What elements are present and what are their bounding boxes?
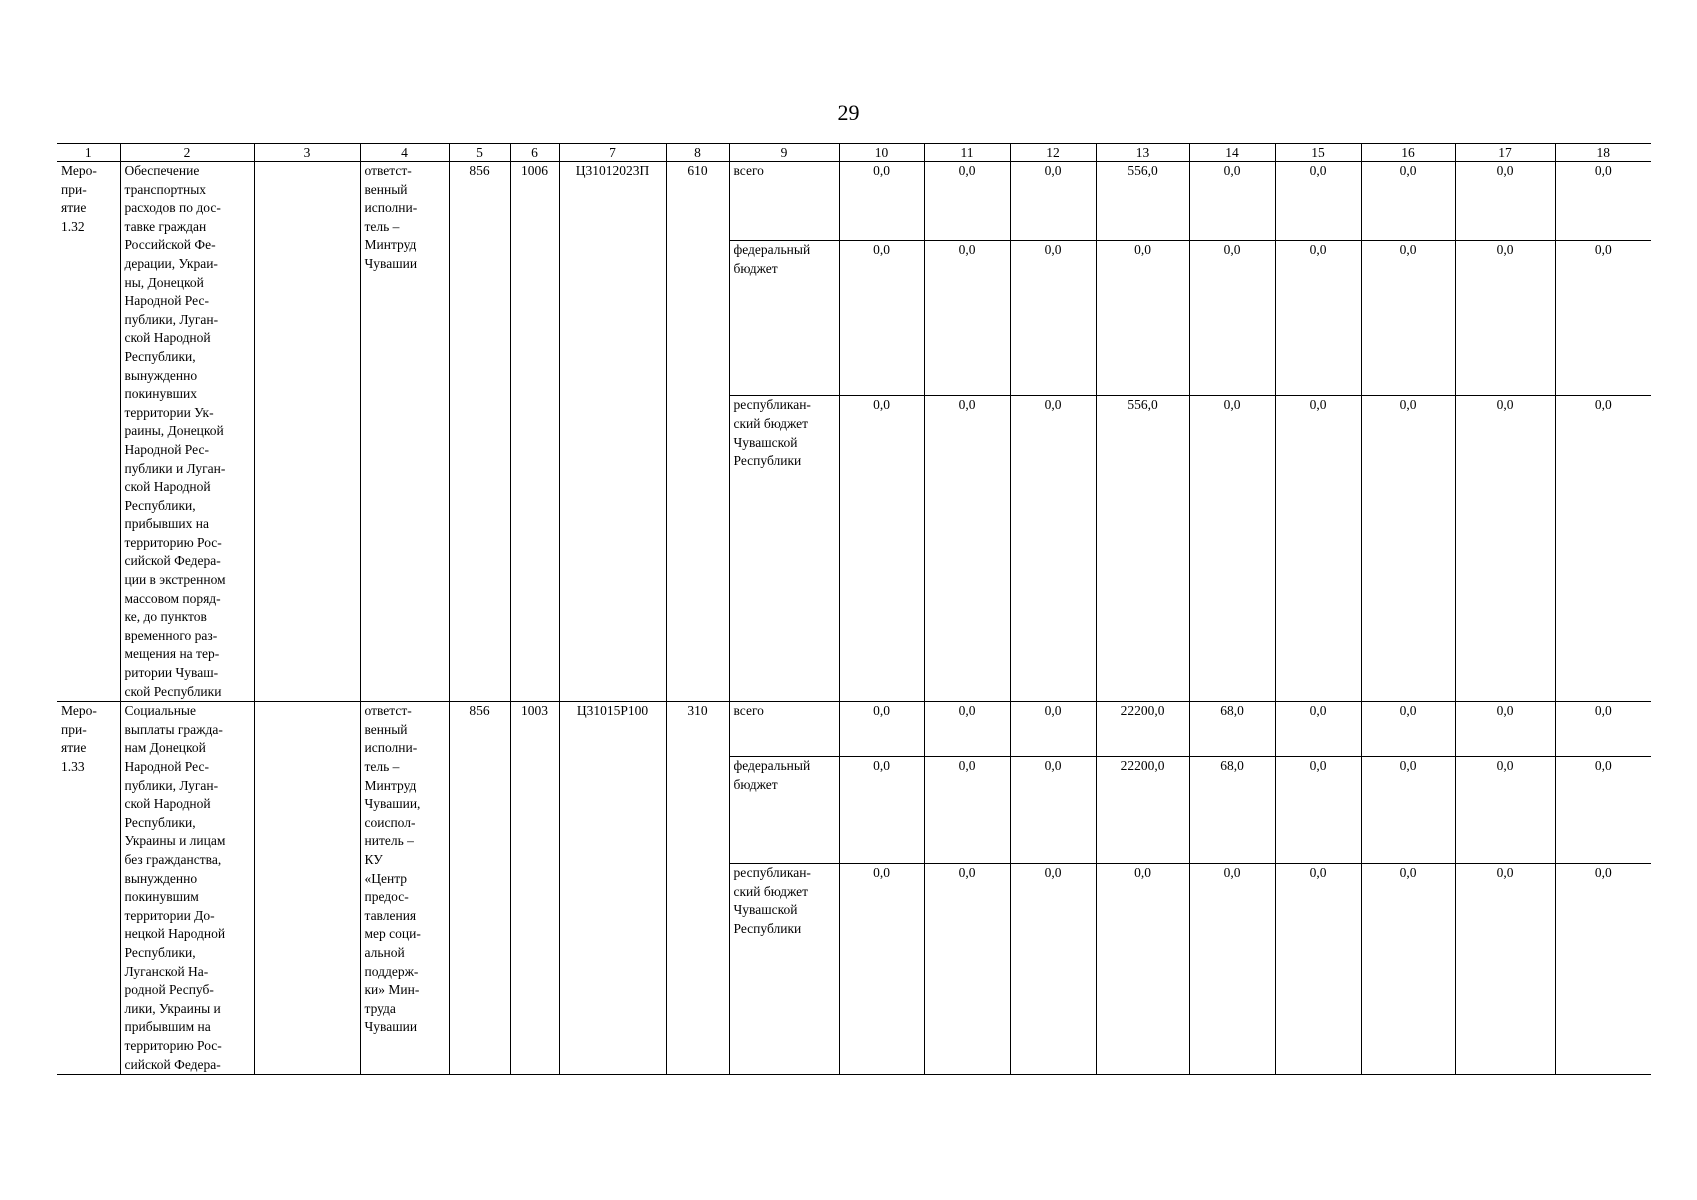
executor-line: тель – xyxy=(364,759,400,774)
column-number: 12 xyxy=(1010,144,1096,162)
activity-name-line: прибывших на xyxy=(124,516,209,532)
value-cell: 0,0 xyxy=(924,757,1010,864)
column-number: 3 xyxy=(254,144,360,162)
code-8-cell: 610 xyxy=(666,162,729,702)
activity-id-cell xyxy=(57,162,120,702)
value-cell: 0,0 xyxy=(924,864,1010,1075)
value-cell: 0,0 xyxy=(839,702,924,757)
code-8-cell: 310 xyxy=(666,702,729,1075)
value-cell: 0,0 xyxy=(1555,396,1651,702)
funding-source-line: всего xyxy=(733,703,764,719)
value-cell: 0,0 xyxy=(1096,241,1189,396)
value-cell: 0,0 xyxy=(1275,864,1361,1075)
funding-source-cell xyxy=(729,864,839,1075)
funding-source-line: ский бюджет xyxy=(733,416,809,431)
column-number: 13 xyxy=(1096,144,1189,162)
activity-id-line: Меро- xyxy=(61,703,97,719)
value-cell: 0,0 xyxy=(1010,864,1096,1075)
activity-name-line: ке, до пунктов xyxy=(124,609,207,625)
activity-name-line: расходов по дос- xyxy=(124,200,221,216)
column-3-cell xyxy=(254,162,360,702)
executor-cell xyxy=(360,162,449,702)
activity-name-line: тавке граждан xyxy=(124,218,207,234)
value-cell: 0,0 xyxy=(924,702,1010,757)
activity-name-line: Народной Рес- xyxy=(124,293,209,309)
activity-name-line: лики, Украины и xyxy=(124,1000,221,1016)
funding-source-cell xyxy=(729,757,839,864)
value-cell: 0,0 xyxy=(1189,241,1275,396)
funding-source-line: Чувашской xyxy=(733,902,798,918)
column-number: 5 xyxy=(449,144,510,162)
value-cell: 0,0 xyxy=(1010,162,1096,241)
value-cell: 0,0 xyxy=(1455,396,1555,702)
column-number: 2 xyxy=(120,144,254,162)
executor-line: исполни- xyxy=(364,740,418,756)
executor-line: Чувашии, xyxy=(364,796,421,812)
activity-name-line: выплаты гражда- xyxy=(124,721,223,737)
funding-source-line: ский бюджет xyxy=(733,883,809,899)
value-cell: 0,0 xyxy=(1361,162,1455,241)
funding-source-cell xyxy=(729,396,839,702)
code-6-cell: 1006 xyxy=(510,162,559,702)
executor-line: Чувашии xyxy=(364,1019,418,1035)
activity-name-line: Республики, xyxy=(124,348,196,364)
value-cell: 22200,0 xyxy=(1096,702,1189,757)
executor-line: «Центр xyxy=(364,870,408,886)
activity-name-line: публики, Луган- xyxy=(124,777,219,793)
value-cell: 22200,0 xyxy=(1096,757,1189,864)
value-cell: 0,0 xyxy=(1555,864,1651,1075)
activity-name-line: массовом поряд- xyxy=(124,590,221,606)
activity-name-line: ской Народной xyxy=(124,479,211,495)
activity-name-line: Республики, xyxy=(124,814,196,830)
value-cell: 0,0 xyxy=(1455,162,1555,241)
executor-line: мер соци- xyxy=(364,926,421,942)
funding-source-cell xyxy=(729,702,839,757)
value-cell: 0,0 xyxy=(1555,162,1651,241)
budget-table xyxy=(57,143,1651,1075)
activity-name-line: сийской Федера- xyxy=(124,553,221,569)
activity-name-line: раины, Донецкой xyxy=(124,423,224,439)
value-cell: 0,0 xyxy=(839,864,924,1075)
value-cell: 0,0 xyxy=(1555,241,1651,396)
funding-source-line: республикан- xyxy=(733,397,811,413)
activity-name-line: ской Народной xyxy=(124,330,211,346)
activity-name-line: Народной Рес- xyxy=(124,759,209,774)
value-cell: 0,0 xyxy=(1361,864,1455,1075)
activity-name-line: ской Народной xyxy=(124,796,211,812)
value-cell: 0,0 xyxy=(1361,757,1455,864)
column-number: 17 xyxy=(1455,144,1555,162)
executor-cell xyxy=(360,702,449,1075)
value-cell: 0,0 xyxy=(1010,757,1096,864)
activity-name-line: нам Донецкой xyxy=(124,740,206,756)
activity-name-line: мещения на тер- xyxy=(124,646,220,662)
executor-line: альной xyxy=(364,944,405,960)
executor-line: тель – xyxy=(364,218,400,234)
activity-name-line: публики и Луган- xyxy=(124,460,226,476)
activity-name-line: ны, Донецкой xyxy=(124,274,204,290)
executor-line: нитель – xyxy=(364,833,414,849)
executor-line: Чувашии xyxy=(364,255,418,271)
activity-name-line: транспортных xyxy=(124,181,207,197)
activity-id-line: при- xyxy=(61,181,87,197)
code-7-cell: Ц31015Р100 xyxy=(559,702,666,1075)
value-cell: 0,0 xyxy=(1010,241,1096,396)
code-7-cell: Ц31012023П xyxy=(559,162,666,702)
executor-line: соиспол- xyxy=(364,814,416,830)
column-number: 15 xyxy=(1275,144,1361,162)
activity-name-cell xyxy=(120,702,254,1075)
column-number: 1 xyxy=(57,144,120,162)
activity-name-line: территорию Рос- xyxy=(124,1037,222,1053)
funding-source-cell xyxy=(729,241,839,396)
value-cell: 0,0 xyxy=(1275,162,1361,241)
column-number: 11 xyxy=(924,144,1010,162)
executor-line: ответст- xyxy=(364,163,412,178)
activity-id-line: ятие xyxy=(61,200,87,216)
executor-line: поддерж- xyxy=(364,963,419,979)
activity-id-line: 1.33 xyxy=(61,759,85,774)
activity-name-line: Обеспечение xyxy=(124,163,200,178)
activity-name-line: покинувших xyxy=(124,386,197,402)
value-cell: 68,0 xyxy=(1189,702,1275,757)
column-number: 14 xyxy=(1189,144,1275,162)
activity-name-line: ритории Чуваш- xyxy=(124,665,219,681)
executor-line: Минтруд xyxy=(364,237,417,253)
column-3-cell xyxy=(254,702,360,1075)
value-cell: 0,0 xyxy=(1361,241,1455,396)
activity-name-line: вынужденно xyxy=(124,870,198,886)
executor-line: ки» Мин- xyxy=(364,982,420,998)
value-cell: 0,0 xyxy=(1555,757,1651,864)
column-number: 6 xyxy=(510,144,559,162)
activity-name-line: сийской Федера- xyxy=(124,1056,221,1072)
value-cell: 0,0 xyxy=(1275,396,1361,702)
activity-name-line: Народной Рес- xyxy=(124,441,209,457)
executor-line: труда xyxy=(364,1000,396,1016)
code-5-cell: 856 xyxy=(449,702,510,1075)
funding-source-line: федеральный xyxy=(733,758,811,774)
executor-line: венный xyxy=(364,721,408,737)
activity-name-cell xyxy=(120,162,254,702)
activity-name-line: временного раз- xyxy=(124,627,218,643)
value-cell: 68,0 xyxy=(1189,757,1275,864)
activity-id-line: Меро- xyxy=(61,163,97,178)
executor-line: предос- xyxy=(364,889,409,905)
activity-name-line: территории Ук- xyxy=(124,404,214,420)
value-cell: 0,0 xyxy=(839,162,924,241)
funding-source-line: всего xyxy=(733,163,764,178)
executor-line: КУ xyxy=(364,851,383,867)
executor-line: Минтруд xyxy=(364,777,417,793)
executor-line: исполни- xyxy=(364,200,418,216)
activity-name-line: ции в экстренном xyxy=(124,572,226,588)
value-cell: 0,0 xyxy=(1455,864,1555,1075)
executor-line: ответст- xyxy=(364,703,412,719)
code-5-cell: 856 xyxy=(449,162,510,702)
value-cell: 0,0 xyxy=(1010,396,1096,702)
column-number: 4 xyxy=(360,144,449,162)
value-cell: 0,0 xyxy=(924,396,1010,702)
activity-id-line: ятие xyxy=(61,740,87,756)
value-cell: 0,0 xyxy=(1455,757,1555,864)
column-number: 8 xyxy=(666,144,729,162)
value-cell: 0,0 xyxy=(1010,702,1096,757)
value-cell: 0,0 xyxy=(1189,396,1275,702)
value-cell: 0,0 xyxy=(1275,757,1361,864)
executor-line: венный xyxy=(364,181,408,197)
value-cell: 0,0 xyxy=(1189,864,1275,1075)
funding-source-line: Чувашской xyxy=(733,434,798,450)
column-number: 18 xyxy=(1555,144,1651,162)
activity-name-line: Российской Фе- xyxy=(124,237,216,253)
funding-source-line: бюджет xyxy=(733,261,778,277)
activity-id-line: 1.32 xyxy=(61,218,85,234)
executor-line: тавления xyxy=(364,907,417,923)
value-cell: 0,0 xyxy=(1096,864,1189,1075)
funding-source-line: федеральный xyxy=(733,242,811,258)
page-number: 29 xyxy=(837,100,860,125)
activity-name-line: территорию Рос- xyxy=(124,534,222,550)
value-cell: 0,0 xyxy=(839,241,924,396)
value-cell: 0,0 xyxy=(839,396,924,702)
activity-name-line: ской Республики xyxy=(124,683,222,699)
code-6-cell: 1003 xyxy=(510,702,559,1075)
funding-source-line: Республики xyxy=(733,920,802,936)
activity-name-line: Украины и лицам xyxy=(124,833,226,849)
table-row xyxy=(57,702,1651,757)
value-cell: 0,0 xyxy=(924,162,1010,241)
activity-name-line: публики, Луган- xyxy=(124,311,219,327)
value-cell: 0,0 xyxy=(1275,241,1361,396)
column-number: 7 xyxy=(559,144,666,162)
table-row xyxy=(57,162,1651,241)
activity-name-line: Луганской На- xyxy=(124,963,209,979)
activity-name-line: без гражданства, xyxy=(124,851,222,867)
value-cell: 0,0 xyxy=(1555,702,1651,757)
activity-name-line: Республики, xyxy=(124,497,196,513)
value-cell: 0,0 xyxy=(1455,702,1555,757)
value-cell: 556,0 xyxy=(1096,396,1189,702)
activity-name-line: родной Респуб- xyxy=(124,982,214,998)
column-number: 9 xyxy=(729,144,839,162)
activity-name-line: нецкой Народной xyxy=(124,926,226,942)
value-cell: 0,0 xyxy=(1189,162,1275,241)
value-cell: 0,0 xyxy=(1361,702,1455,757)
value-cell: 0,0 xyxy=(924,241,1010,396)
funding-source-line: республикан- xyxy=(733,865,811,880)
activity-id-cell xyxy=(57,702,120,1075)
funding-source-line: Республики xyxy=(733,453,802,469)
activity-name-line: Республики, xyxy=(124,944,196,960)
funding-source-cell xyxy=(729,162,839,241)
activity-name-line: Социальные xyxy=(124,703,196,719)
activity-name-line: дерации, Украи- xyxy=(124,255,218,271)
value-cell: 556,0 xyxy=(1096,162,1189,241)
column-number: 10 xyxy=(839,144,924,162)
activity-name-line: прибывшим на xyxy=(124,1019,211,1035)
value-cell: 0,0 xyxy=(1275,702,1361,757)
column-number-row xyxy=(57,144,1651,162)
value-cell: 0,0 xyxy=(1361,396,1455,702)
activity-name-line: покинувшим xyxy=(124,889,199,905)
activity-id-line: при- xyxy=(61,721,87,737)
funding-source-line: бюджет xyxy=(733,776,778,792)
value-cell: 0,0 xyxy=(839,757,924,864)
activity-name-line: вынужденно xyxy=(124,367,198,383)
activity-name-line: территории До- xyxy=(124,907,215,923)
value-cell: 0,0 xyxy=(1455,241,1555,396)
column-number: 16 xyxy=(1361,144,1455,162)
